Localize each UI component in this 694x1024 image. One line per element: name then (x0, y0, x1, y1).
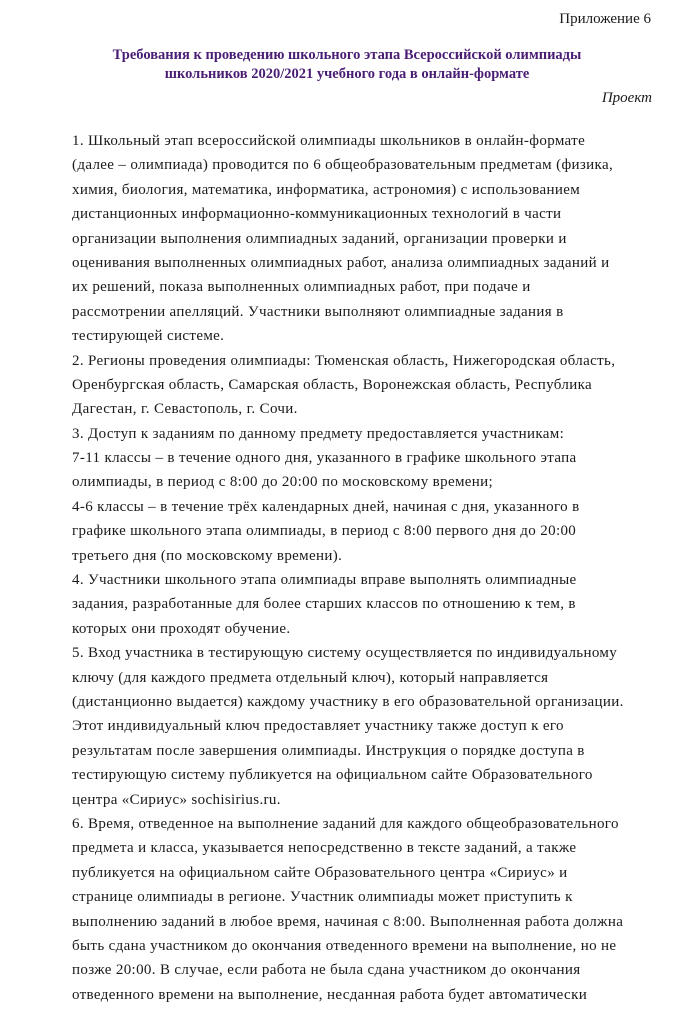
body-line: позже 20:00. В случае, если работа не была сдана участником до окончания (72, 962, 581, 979)
body-line: 3. Доступ к заданиям по данному предмету предоставляется участникам: (72, 425, 565, 442)
document-body (72, 129, 662, 1007)
draft-label: Проект (601, 90, 652, 106)
body-line: 4. Участники школьного этапа олимпиады вправе выполнять олимпиадные (72, 572, 577, 589)
body-line: ключу (для каждого предмета отдельный ключ), который направляется (72, 669, 549, 686)
body-line: центра «Сириус» sochisirius.ru. (72, 791, 281, 808)
document-title (0, 46, 694, 84)
body-line: (далее – олимпиада) проводится по 6 общеобразовательным предметам (физика, (72, 157, 614, 174)
body-line: их решений, показа выполненных олимпиадных работ, при подаче и (72, 279, 531, 296)
body-line: 1. Школьный этап всероссийской олимпиады школьников в онлайн-формате (72, 133, 586, 149)
body-line: тестирующую систему публикуется на официальном сайте Образовательного (72, 767, 593, 784)
title-line: школьников 2020/2021 учебного года в онлайн-формате (164, 66, 530, 82)
body-line: странице олимпиады в регионе. Участник олимпиады может приступить к (72, 889, 573, 906)
body-line: организации выполнения олимпиадных заданий, организации проверки и (72, 230, 567, 247)
body-line: Дагестан, г. Севастополь, г. Сочи. (72, 401, 298, 418)
body-line: отведенного времени на выполнение, несданная работа будет автоматически (72, 986, 588, 1003)
title-line: Требования к проведению школьного этапа Всероссийской олимпиады (112, 47, 582, 63)
body-line: химия, биология, математика, информатика, астрономия) с использованием (72, 181, 581, 198)
body-line: рассмотрении апелляций. Участники выполняют олимпиадные задания в (72, 303, 564, 320)
body-line: Этот индивидуальный ключ предоставляет участнику также доступ к его (72, 718, 564, 735)
body-line: (дистанционно выдается) каждому участнику в его образовательной организации. (72, 693, 624, 710)
body-line: 6. Время, отведенное на выполнение заданий для каждого общеобразовательного (72, 815, 619, 832)
body-line: Оренбургская область, Самарская область, Воронежская область, Республика (72, 376, 593, 393)
body-line: тестирующей системе. (72, 328, 225, 345)
body-line: результатам после завершения олимпиады. Инструкция о порядке доступа в (72, 742, 585, 759)
body-line: публикуется на официальном сайте Образовательного центра «Сириус» и (72, 864, 568, 881)
body-line: быть сдана участником до окончания отведенного времени на выполнение, но не (72, 937, 617, 954)
body-line: 5. Вход участника в тестирующую систему осуществляется по индивидуальному (72, 645, 618, 662)
body-line: графике школьного этапа олимпиады, в период с 8:00 первого дня до 20:00 (72, 523, 577, 540)
body-line: предмета и класса, указывается непосредственно в тексте заданий, а также (72, 840, 577, 857)
body-line: олимпиады, в период с 8:00 до 20:00 по московскому времени; (72, 474, 494, 491)
body-line: выполнению заданий в любое время, начиная с 8:00. Выполненная работа должна (72, 913, 624, 930)
body-line: 2. Регионы проведения олимпиады: Тюменская область, Нижегородская область, (72, 352, 616, 369)
body-line: 7-11 классы – в течение одного дня, указанного в графике школьного этапа (72, 450, 577, 467)
body-line: 4-6 классы – в течение трёх календарных дней, начиная с дня, указанного в (72, 498, 580, 515)
body-line: дистанционных информационно-коммуникационных технологий в части (72, 206, 562, 223)
body-line: оценивания выполненных олимпиадных работ, анализа олимпиадных заданий и (72, 254, 610, 271)
body-line: которых они проходят обучение. (72, 620, 291, 637)
body-line: задания, разработанные для более старших классов по отношению к тем, в (72, 596, 576, 613)
body-line: третьего дня (по московскому времени). (72, 547, 343, 564)
appendix-label: Приложение 6 (559, 11, 651, 27)
